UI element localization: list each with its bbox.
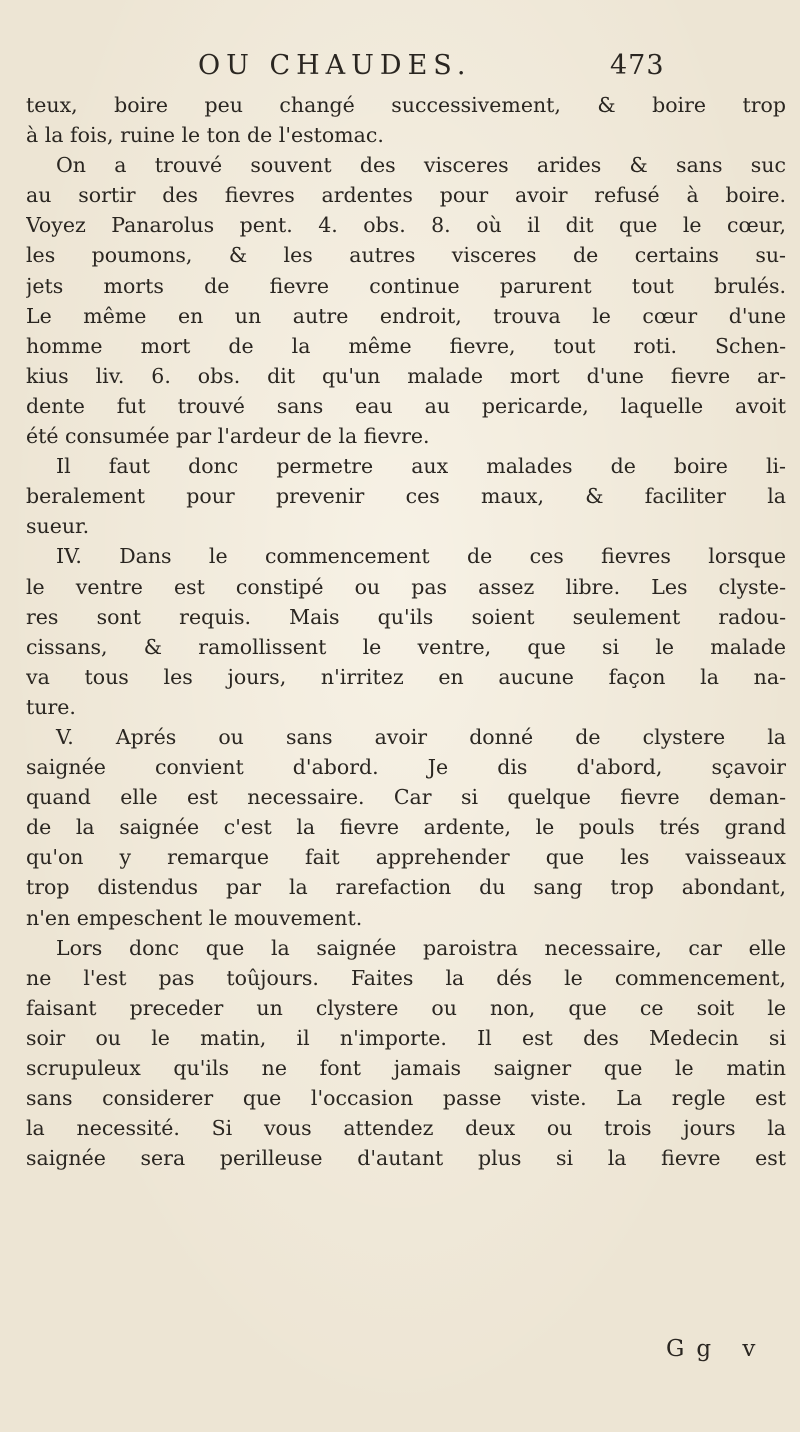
text-line: qu'on y remarque fait apprehender que les vaisseaux <box>26 845 786 870</box>
text-line: à la fois, ruine le ton de l'estomac. <box>26 123 384 148</box>
text-line: ture. <box>26 694 76 719</box>
text-line: dente fut trouvé sans eau au pericarde, laquelle avoit <box>26 393 786 418</box>
text-line: trop distendus par la rarefaction du sang trop abondant, <box>26 875 786 900</box>
text-line: V. Aprés ou sans avoir donné de clystere la <box>56 724 786 749</box>
text-line: beralement pour prevenir ces maux, & faciliter la <box>26 484 786 509</box>
text-line: cissans, & ramollissent le ventre, que si le malade <box>26 634 786 659</box>
text-line: On a trouvé souvent des visceres arides & sans suc <box>56 153 786 178</box>
text-line: au sortir des fievres ardentes pour avoir refusé à boire. <box>26 183 786 208</box>
text-line: res sont requis. Mais qu'ils soient seulement radou- <box>26 604 786 629</box>
text-line: kius liv. 6. obs. dit qu'un malade mort d'une fievre ar- <box>26 363 786 388</box>
text-line: Lors donc que la saignée paroistra necessaire, car elle <box>56 935 786 960</box>
text-line: scrupuleux qu'ils ne font jamais saigner que le matin <box>26 1056 786 1080</box>
text-line: jets morts de fievre continue parurent tout brulés. <box>26 273 786 298</box>
text-line: quand elle est necessaire. Car si quelque fievre deman- <box>26 785 786 810</box>
body-text <box>26 90 786 1173</box>
text-line: homme mort de la même fievre, tout roti. Schen- <box>26 333 786 358</box>
text-line: ne l'est pas toûjours. Faites la dés le commencement, <box>26 965 786 990</box>
text-line: la necessité. Si vous attendez deux ou trois jours la <box>26 1116 786 1141</box>
text-line: les poumons, & les autres visceres de certains su- <box>26 243 786 268</box>
text-line: le ventre est constipé ou pas assez libre. Les clyste- <box>26 574 786 599</box>
text-line: va tous les jours, n'irritez en aucune façon la na- <box>26 664 786 689</box>
text-line: Voyez Panarolus pent. 4. obs. 8. où il dit que le cœur, <box>26 213 786 238</box>
running-head: OU CHAUDES. <box>198 50 472 81</box>
text-line: saignée sera perilleuse d'autant plus si la fievre est <box>26 1146 786 1171</box>
text-line: Le même en un autre endroit, trouva le cœur d'une <box>26 303 786 328</box>
text-line: n'en empeschent le mouvement. <box>26 905 363 930</box>
text-line: de la saignée c'est la fievre ardente, le pouls trés grand <box>26 815 786 840</box>
text-line: soir ou le matin, il n'importe. Il est des Medecin si <box>26 1025 786 1050</box>
text-line: teux, boire peu changé successivement, & boire trop <box>26 93 786 117</box>
text-line: été consumée par l'ardeur de la fievre. <box>26 424 430 449</box>
signature-mark: Gg v <box>666 1336 768 1362</box>
text-line: Il faut donc permetre aux malades de boire li- <box>56 454 786 479</box>
text-line: IV. Dans le commencement de ces fievres lorsque <box>56 544 786 569</box>
page-header <box>0 46 800 86</box>
text-line: sans considerer que l'occasion passe viste. La regle est <box>26 1086 786 1111</box>
page-number: 473 <box>610 50 665 81</box>
text-line: faisant preceder un clystere ou non, que ce soit le <box>26 995 786 1020</box>
text-line: sueur. <box>26 514 90 539</box>
text-line: saignée convient d'abord. Je dis d'abord, sçavoir <box>26 755 786 780</box>
